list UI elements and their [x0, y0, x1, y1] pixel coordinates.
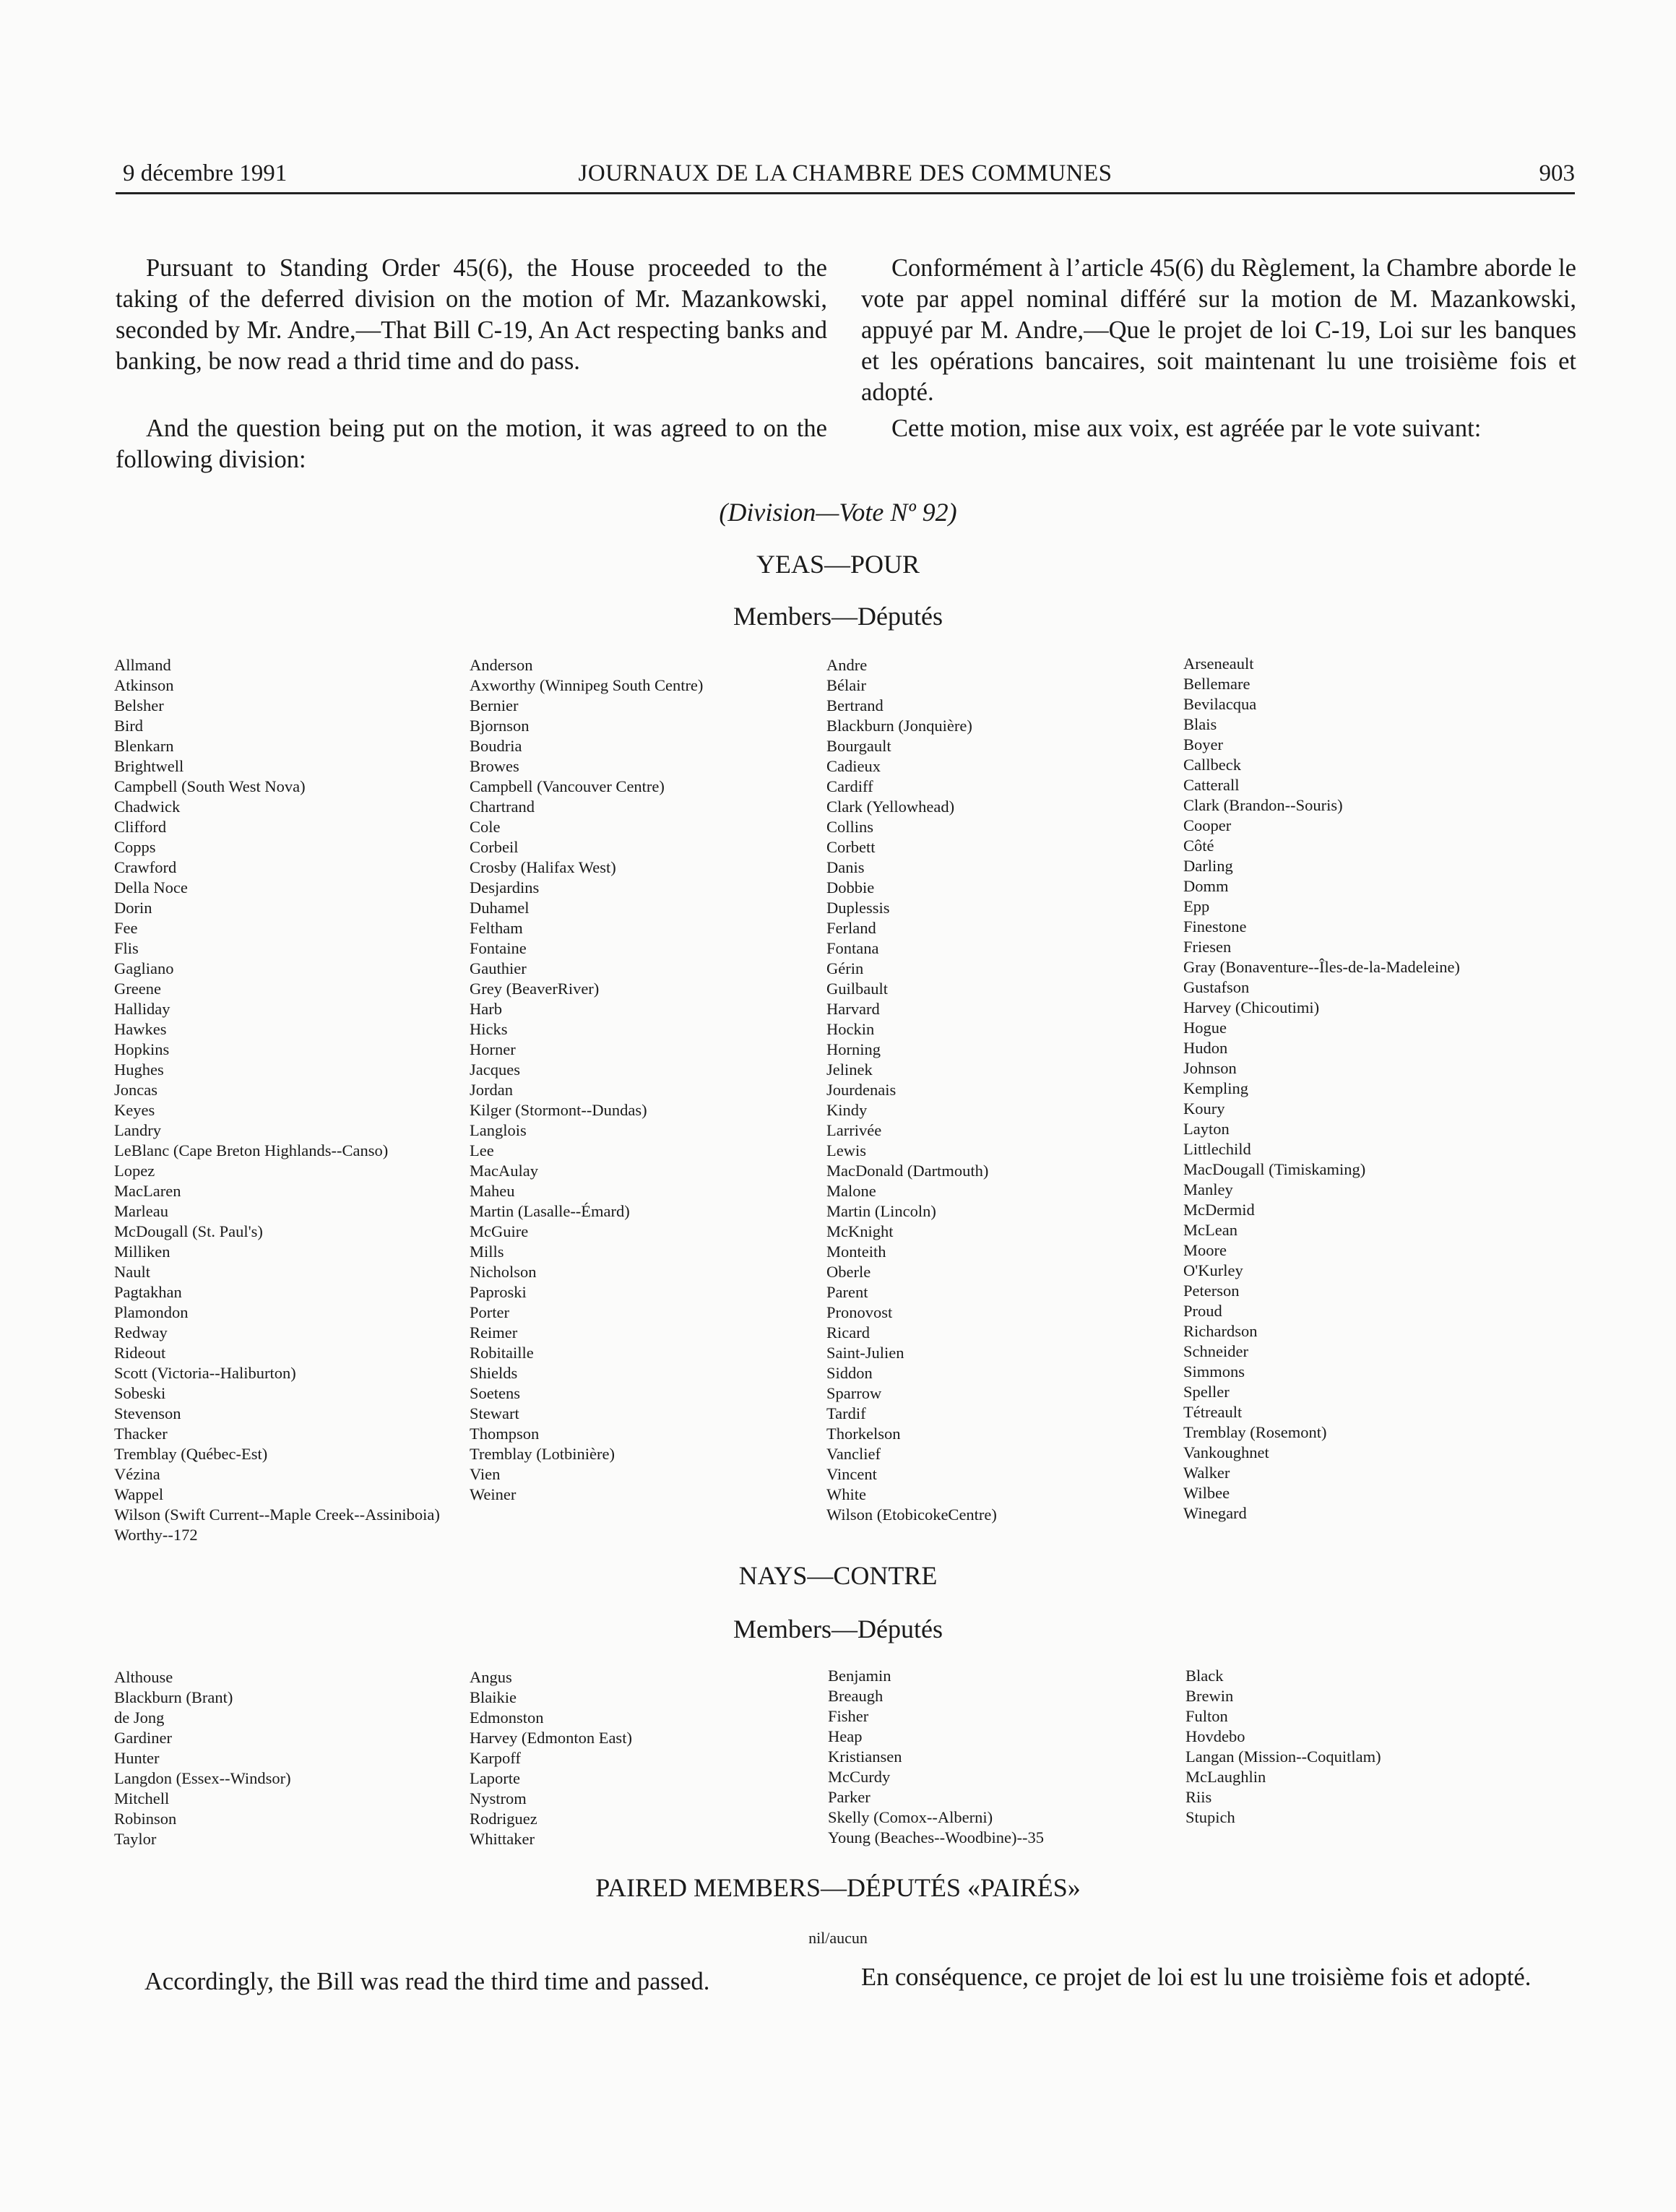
member-name: Halliday [114, 1000, 170, 1018]
member-name: Wilbee [1183, 1484, 1230, 1502]
member-name: Darling [1183, 857, 1233, 875]
member-name: Wappel [114, 1485, 164, 1503]
member-name: Proud [1183, 1302, 1222, 1320]
member-name: O'Kurley [1183, 1261, 1243, 1279]
member-name: Heap [828, 1727, 863, 1745]
member-name: Copps [114, 838, 156, 856]
member-name: Young (Beaches--Woodbine)--35 [828, 1828, 1044, 1846]
member-name: Blais [1183, 715, 1217, 733]
member-name: Anderson [470, 656, 533, 674]
member-name: Crawford [114, 858, 177, 876]
member-name: Blackburn (Jonquière) [826, 717, 972, 735]
member-name: Danis [826, 858, 865, 876]
member-name: Simmons [1183, 1362, 1245, 1381]
member-name: Bourgault [826, 737, 891, 755]
member-name: Oberle [826, 1263, 871, 1281]
member-name: Hockin [826, 1020, 875, 1038]
member-name: Clifford [114, 818, 167, 836]
member-name: MacLaren [114, 1182, 181, 1200]
member-name: Shields [470, 1364, 518, 1382]
member-name: Catterall [1183, 776, 1240, 794]
member-name: Tremblay (Québec-Est) [114, 1445, 268, 1463]
member-name: Bird [114, 717, 144, 735]
member-name: Moore [1183, 1241, 1227, 1259]
member-name: Mills [470, 1243, 504, 1261]
member-name: Koury [1183, 1099, 1225, 1118]
member-name: Gauthier [470, 959, 527, 977]
member-name: Gray (Bonaventure--Îles-de-la-Madeleine) [1183, 958, 1460, 976]
member-name: McDermid [1183, 1201, 1255, 1219]
member-name: Jordan [470, 1081, 513, 1099]
member-name: Fisher [828, 1707, 869, 1725]
member-name: Stewart [470, 1404, 519, 1422]
member-name: Blenkarn [114, 737, 174, 755]
member-name: Martin (Lasalle--Émard) [470, 1202, 630, 1220]
member-name: Laporte [470, 1769, 520, 1787]
member-name: Bélair [826, 676, 866, 694]
member-name: Della Noce [114, 878, 188, 897]
header-date: 9 décembre 1991 [123, 160, 288, 186]
member-name: McCurdy [828, 1768, 891, 1786]
member-name: Nicholson [470, 1263, 537, 1281]
member-name: Fulton [1185, 1707, 1228, 1725]
member-name: Cadieux [826, 757, 881, 775]
member-name: Maheu [470, 1182, 515, 1200]
member-name: McLean [1183, 1221, 1237, 1239]
member-name: Tétreault [1183, 1403, 1243, 1421]
member-name: Browes [470, 757, 519, 775]
intro-en-paragraph-1: Pursuant to Standing Order 45(6), the House proceeded to the taking of the deferred division on the motion of Mr. Mazankowski, seconded by Mr. Andre,—That Bill C-19, An Act respecting banks and banking, be now read a thrid time and do pass. [116, 254, 827, 375]
member-name: Crosby (Halifax West) [470, 858, 616, 876]
member-name: Clark (Yellowhead) [826, 798, 955, 816]
member-name: Hudon [1183, 1039, 1228, 1057]
member-name: Mitchell [114, 1789, 170, 1807]
member-name: Langdon (Essex--Windsor) [114, 1769, 291, 1787]
member-name: Tardif [826, 1404, 866, 1422]
nays-column-4 [1185, 1666, 1381, 1828]
member-name: Harvard [826, 1000, 880, 1018]
member-name: Feltham [470, 919, 523, 937]
member-name: Desjardins [470, 878, 540, 897]
member-name: Kristiansen [828, 1747, 902, 1766]
member-name: Duplessis [826, 899, 890, 917]
member-name: Whittaker [470, 1830, 535, 1848]
member-name: Lewis [826, 1141, 866, 1159]
member-name: Sparrow [826, 1384, 882, 1402]
member-name: MacAulay [470, 1162, 538, 1180]
member-name: Flis [114, 939, 139, 957]
member-name: Finestone [1183, 917, 1247, 936]
member-name: Tremblay (Rosemont) [1183, 1423, 1327, 1441]
member-name: Allmand [114, 656, 171, 674]
member-name: Paproski [470, 1283, 527, 1301]
member-name: Peterson [1183, 1282, 1240, 1300]
member-name: Bernier [470, 696, 519, 714]
member-name: Cole [470, 818, 501, 836]
member-name: Johnson [1183, 1059, 1237, 1077]
intro-fr-paragraph-1: Conformément à l’article 45(6) du Règlement, la Chambre aborde le vote par appel nominal différé sur la motion de M. Mazankowski, appuyé par M. Andre,—Que le projet de loi C-19, Loi sur les banques et les opérations bancaires, soit maintenant lu une troisième fois et adopté. [861, 254, 1576, 406]
member-name: Epp [1183, 897, 1210, 915]
member-name: Black [1185, 1667, 1224, 1685]
member-name: Corbett [826, 838, 876, 856]
member-name: McKnight [826, 1222, 894, 1240]
header-page-number: 903 [1539, 160, 1575, 186]
member-name: Belsher [114, 696, 164, 714]
member-name: Manley [1183, 1180, 1233, 1198]
member-name: Vézina [114, 1465, 160, 1483]
member-name: Schneider [1183, 1342, 1248, 1360]
member-name: Walker [1183, 1464, 1230, 1482]
member-name: Horner [470, 1040, 516, 1058]
member-name: Cooper [1183, 816, 1232, 834]
member-name: de Jong [114, 1708, 165, 1727]
paired-heading: PAIRED MEMBERS—DÉPUTÉS «PAIRÉS» [595, 1873, 1081, 1902]
member-name: Langan (Mission--Coquitlam) [1185, 1747, 1381, 1766]
member-name: Gustafson [1183, 978, 1250, 996]
member-name: Guilbault [826, 980, 888, 998]
member-name: Brewin [1185, 1687, 1234, 1705]
member-name: Langlois [470, 1121, 527, 1139]
member-name: Scott (Victoria--Haliburton) [114, 1364, 296, 1382]
yeas-column-4 [1183, 654, 1460, 1524]
member-name: Robitaille [470, 1344, 534, 1362]
member-name: Jourdenais [826, 1081, 897, 1099]
member-name: Malone [826, 1182, 876, 1200]
member-name: Corbeil [470, 838, 519, 856]
member-name: Gérin [826, 959, 864, 977]
yeas-column-3 [826, 655, 997, 1525]
member-name: Parent [826, 1283, 868, 1301]
member-name: Hughes [114, 1060, 164, 1079]
member-name: Harvey (Chicoutimi) [1183, 998, 1320, 1016]
member-name: Brightwell [114, 757, 184, 775]
member-name: Collins [826, 818, 874, 836]
member-name: Speller [1183, 1383, 1230, 1401]
member-name: Campbell (Vancouver Centre) [470, 777, 665, 795]
member-name: Pagtakhan [114, 1283, 182, 1301]
member-name: Hogue [1183, 1019, 1227, 1037]
member-name: Larrivée [826, 1121, 882, 1139]
member-name: Littlechild [1183, 1140, 1251, 1158]
member-name: Sobeski [114, 1384, 166, 1402]
member-name: Robinson [114, 1810, 177, 1828]
member-name: Gardiner [114, 1729, 172, 1747]
member-name: Richardson [1183, 1322, 1258, 1340]
member-name: Thompson [470, 1425, 540, 1443]
header-journal-title: JOURNAUX DE LA CHAMBRE DES COMMUNES [578, 160, 1113, 186]
member-name: Boudria [470, 737, 522, 755]
member-name: Angus [470, 1668, 512, 1686]
member-name: Martin (Lincoln) [826, 1202, 936, 1220]
member-name: Layton [1183, 1120, 1230, 1138]
member-name: Kindy [826, 1101, 868, 1119]
member-name: Rodriguez [470, 1810, 537, 1828]
member-name: Winegard [1183, 1504, 1247, 1522]
member-name: Parker [828, 1788, 871, 1806]
member-name: Vien [470, 1465, 501, 1483]
nays-column-1 [114, 1667, 291, 1849]
yeas-column-1 [114, 655, 440, 1545]
member-name: Blackburn (Brant) [114, 1688, 233, 1706]
member-name: Milliken [114, 1243, 170, 1261]
member-name: Horning [826, 1040, 881, 1058]
member-name: Lopez [114, 1162, 155, 1180]
member-name: Bevilacqua [1183, 695, 1257, 713]
member-name: Thacker [114, 1425, 168, 1443]
member-name: Edmonston [470, 1708, 544, 1727]
member-name: Vankoughnet [1183, 1443, 1269, 1461]
member-name: Keyes [114, 1101, 155, 1119]
member-name: Nystrom [470, 1789, 527, 1807]
member-name: Wilson (EtobicokeCentre) [826, 1505, 997, 1524]
member-name: Fee [114, 919, 138, 937]
member-name: Callbeck [1183, 756, 1241, 774]
nays-column-2 [470, 1667, 632, 1849]
member-name: Hawkes [114, 1020, 167, 1038]
member-name: Dorin [114, 899, 152, 917]
yeas-subheading: Members—Députés [733, 602, 943, 631]
member-name: Gagliano [114, 959, 174, 977]
member-name: Siddon [826, 1364, 873, 1382]
nays-column-3 [828, 1666, 1044, 1848]
member-name: Benjamin [828, 1667, 891, 1685]
paired-value: nil/aucun [808, 1929, 868, 1947]
member-name: Duhamel [470, 899, 530, 917]
member-name: Jacques [470, 1060, 520, 1079]
member-name: Domm [1183, 877, 1229, 895]
member-name: Vincent [826, 1465, 877, 1483]
member-name: Joncas [114, 1081, 157, 1099]
member-name: White [826, 1485, 866, 1503]
conclusion-fr: En conséquence, ce projet de loi est lu une troisième fois et adopté. [861, 1963, 1532, 1991]
member-name: Fontaine [470, 939, 527, 957]
member-name: Clark (Brandon--Souris) [1183, 796, 1343, 814]
member-name: Dobbie [826, 878, 875, 897]
member-name: MacDougall (Timiskaming) [1183, 1160, 1366, 1178]
member-name: Hunter [114, 1749, 160, 1767]
member-name: Côté [1183, 837, 1214, 855]
member-name: Blaikie [470, 1688, 517, 1706]
member-name: Wilson (Swift Current--Maple Creek--Assiniboia) [114, 1505, 440, 1524]
member-name: Stupich [1185, 1808, 1235, 1826]
member-name: Hovdebo [1185, 1727, 1245, 1745]
member-name: Chadwick [114, 798, 181, 816]
member-name: Bjornson [470, 717, 530, 735]
member-name: Greene [114, 980, 161, 998]
member-name: Tremblay (Lotbinière) [470, 1445, 615, 1463]
member-name: LeBlanc (Cape Breton Highlands--Canso) [114, 1141, 389, 1159]
member-name: Stevenson [114, 1404, 181, 1422]
member-name: Hicks [470, 1020, 508, 1038]
member-name: Skelly (Comox--Alberni) [828, 1808, 993, 1826]
member-name: Harvey (Edmonton East) [470, 1729, 632, 1747]
member-name: Andre [826, 656, 868, 674]
member-name: Monteith [826, 1243, 886, 1261]
member-name: Althouse [114, 1668, 173, 1686]
member-name: Bellemare [1183, 675, 1250, 693]
member-name: Weiner [470, 1485, 517, 1503]
member-name: Taylor [114, 1830, 157, 1848]
member-name: Reimer [470, 1323, 518, 1342]
member-name: Plamondon [114, 1303, 189, 1321]
intro-en-paragraph-2: And the question being put on the motion, it was agreed to on the following division: [116, 415, 827, 473]
yeas-heading: YEAS—POUR [756, 550, 920, 579]
member-name: Pronovost [826, 1303, 893, 1321]
member-name: Cardiff [826, 777, 873, 795]
member-name: Grey (BeaverRiver) [470, 980, 600, 998]
member-name: Kilger (Stormont--Dundas) [470, 1101, 647, 1119]
member-name: Fontana [826, 939, 879, 957]
intro-fr-paragraph-2: Cette motion, mise aux voix, est agréée par le vote suivant: [891, 415, 1482, 442]
member-name: Hopkins [114, 1040, 170, 1058]
member-name: Friesen [1183, 938, 1232, 956]
member-name: Nault [114, 1263, 150, 1281]
member-name: Jelinek [826, 1060, 873, 1079]
conclusion-en: Accordingly, the Bill was read the third time and passed. [144, 1968, 710, 1995]
member-name: Chartrand [470, 798, 535, 816]
member-name: McDougall (St. Paul's) [114, 1222, 263, 1240]
member-name: Riis [1185, 1788, 1212, 1806]
member-name: McLaughlin [1185, 1768, 1266, 1786]
member-name: Breaugh [828, 1687, 884, 1705]
yeas-column-2 [470, 655, 703, 1505]
member-name: Marleau [114, 1202, 168, 1220]
member-name: MacDonald (Dartmouth) [826, 1162, 989, 1180]
member-name: Redway [114, 1323, 168, 1342]
member-name: Atkinson [114, 676, 174, 694]
member-name: Soetens [470, 1384, 520, 1402]
member-name: Ricard [826, 1323, 870, 1342]
member-name: Bertrand [826, 696, 884, 714]
member-name: Boyer [1183, 735, 1223, 753]
member-name: Lee [470, 1141, 494, 1159]
member-name: McGuire [470, 1222, 529, 1240]
member-name: Karpoff [470, 1749, 521, 1767]
member-name: Vanclief [826, 1445, 881, 1463]
member-name: Rideout [114, 1344, 166, 1362]
member-name: Saint-Julien [826, 1344, 904, 1362]
member-name: Ferland [826, 919, 876, 937]
member-name: Axworthy (Winnipeg South Centre) [470, 676, 704, 694]
member-name: Campbell (South West Nova) [114, 777, 306, 795]
member-name: Worthy--172 [114, 1526, 198, 1544]
member-name: Thorkelson [826, 1425, 901, 1443]
member-name: Kempling [1183, 1079, 1248, 1097]
nays-subheading: Members—Députés [733, 1615, 943, 1643]
nays-heading: NAYS—CONTRE [738, 1561, 938, 1590]
page-header [116, 156, 1575, 194]
member-name: Harb [470, 1000, 502, 1018]
member-name: Arseneault [1183, 654, 1254, 673]
division-label: (Division—Vote Nº 92) [719, 498, 957, 527]
member-name: Porter [470, 1303, 509, 1321]
member-name: Landry [114, 1121, 161, 1139]
